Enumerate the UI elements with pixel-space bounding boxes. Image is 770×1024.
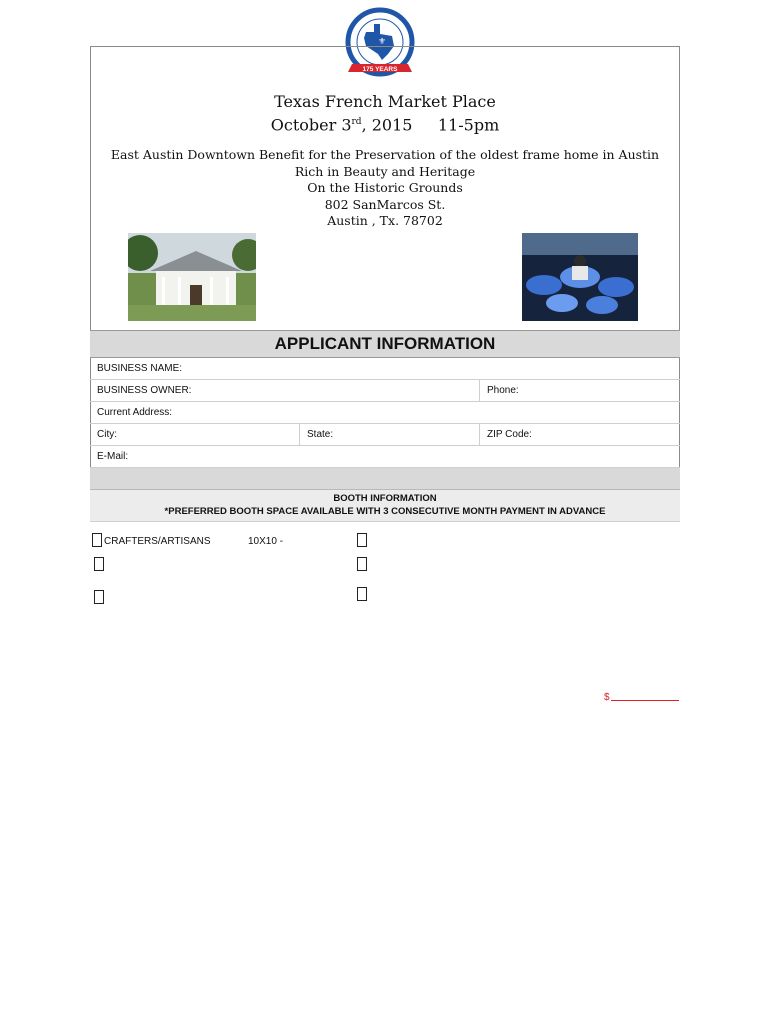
- business-name-label: BUSINESS NAME:: [97, 363, 183, 374]
- business-owner-label: BUSINESS OWNER:: [90, 380, 480, 401]
- state-label: State:: [300, 424, 480, 445]
- booth-option-checkbox[interactable]: [357, 587, 367, 601]
- crafters-label: CRAFTERS/ARTISANS: [104, 536, 211, 547]
- phone-label: Phone:: [487, 385, 519, 396]
- event-header: [90, 92, 680, 230]
- total-amount-field[interactable]: [604, 692, 679, 703]
- description-line: East Austin Downtown Benefit for the Preservation of the oldest frame home in Austin: [110, 147, 660, 163]
- booth-size-label: 10X10 -: [248, 536, 284, 547]
- booth-info-title: BOOTH INFORMATION: [333, 493, 437, 504]
- city-label: City:: [90, 424, 300, 445]
- dollar-sign: $: [604, 692, 610, 703]
- current-address-label: Current Address:: [97, 407, 173, 418]
- current-address-row[interactable]: [90, 402, 680, 424]
- booth-option-checkbox[interactable]: [357, 557, 367, 571]
- address-street: 802 SanMarcos St.: [324, 196, 446, 212]
- applicant-form: [90, 330, 680, 522]
- email-row[interactable]: [90, 446, 680, 468]
- booth-info-note: *PREFERRED BOOTH SPACE AVAILABLE WITH 3 CONSECUTIVE MONTH PAYMENT IN ADVANCE: [164, 506, 606, 517]
- crafters-checkbox[interactable]: [92, 533, 102, 547]
- event-description: [90, 147, 680, 230]
- description-line: On the Historic Grounds: [307, 180, 463, 196]
- booth-option-checkbox[interactable]: [94, 557, 104, 571]
- event-title: Texas French Market Place: [274, 92, 496, 111]
- fleur-de-lis-icon: ⚜: [378, 37, 387, 47]
- applicant-info-heading: APPLICANT INFORMATION: [90, 330, 680, 358]
- booth-info-header: [90, 490, 680, 522]
- historic-house-photo: [128, 233, 256, 321]
- description-line: Rich in Beauty and Heritage: [294, 163, 476, 179]
- business-owner-row[interactable]: [90, 380, 680, 402]
- zip-label: ZIP Code:: [487, 429, 532, 440]
- email-label: E-Mail:: [97, 451, 129, 462]
- drum-band-photo: [522, 233, 638, 321]
- anniversary-text: 175 YEARS: [362, 66, 398, 73]
- event-date: October 3rd, 2015 11-5pm: [270, 115, 500, 135]
- amount-line: [611, 700, 679, 701]
- booth-option-checkbox[interactable]: [357, 533, 367, 547]
- section-divider: [90, 468, 680, 490]
- booth-option-checkbox[interactable]: [94, 590, 104, 604]
- city-state-zip-row: [90, 424, 680, 446]
- address-city: Austin , Tx. 78702: [327, 213, 443, 229]
- event-time: 11-5pm: [437, 115, 500, 135]
- business-name-row[interactable]: [90, 358, 680, 380]
